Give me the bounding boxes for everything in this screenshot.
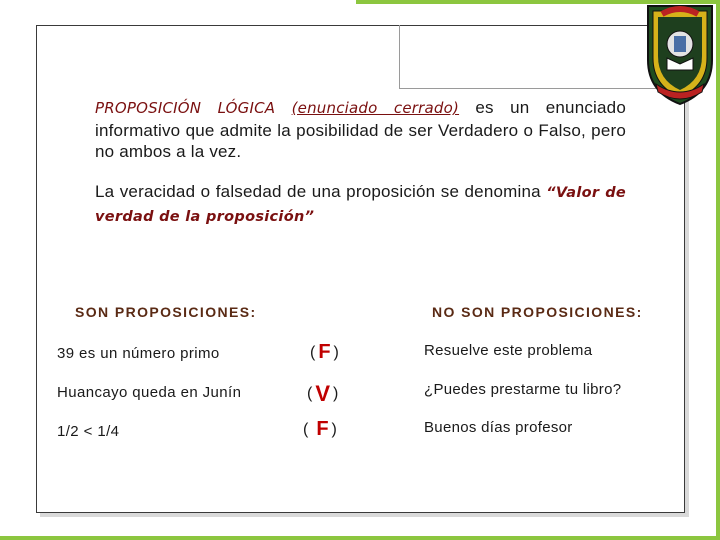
accent-bar-bottom — [0, 536, 720, 540]
proposition-item: 39 es un número primo — [57, 345, 220, 362]
truth-value-paragraph — [95, 181, 626, 228]
heading-son-proposiciones: SON PROPOSICIONES: — [75, 304, 257, 320]
truth-value-marker — [310, 341, 339, 364]
school-crest-icon — [640, 0, 720, 108]
truth-value: F — [318, 341, 331, 363]
close-paren: ) — [333, 385, 339, 402]
truth-value: V — [315, 381, 331, 406]
open-paren: ( — [303, 420, 309, 438]
open-paren: ( — [307, 385, 313, 402]
close-paren: ) — [333, 343, 339, 361]
open-paren: ( — [310, 343, 316, 361]
truth-value-marker — [303, 418, 337, 441]
truth-value: F — [316, 418, 329, 440]
non-proposition-item: Resuelve este problema — [424, 342, 593, 359]
heading-no-son-proposiciones: NO SON PROPOSICIONES: — [432, 304, 643, 320]
truth-value-text: La veracidad o falsedad de una proposición se denomina — [95, 182, 547, 201]
truth-value-marker — [307, 381, 338, 407]
term-proposicion-logica: PROPOSICIÓN LÓGICA — [95, 99, 276, 117]
truth-value-quote: “Valor de verdad de la proposición” — [95, 185, 627, 225]
definition-paragraph — [95, 97, 626, 163]
non-proposition-item: ¿Puedes prestarme tu libro? — [424, 381, 622, 398]
non-proposition-item: Buenos días profesor — [424, 419, 573, 436]
close-paren: ) — [331, 420, 337, 438]
proposition-item: Huancayo queda en Junín — [57, 384, 242, 401]
definition-text: es un enunciado informativo que admite la posibilidad de ser Verdadero o Falso, pero no ambos a la vez. — [95, 98, 626, 161]
term-enunciado-cerrado: (enunciado cerrado) — [291, 99, 460, 117]
proposition-item: 1/2 < 1/4 — [57, 423, 120, 440]
